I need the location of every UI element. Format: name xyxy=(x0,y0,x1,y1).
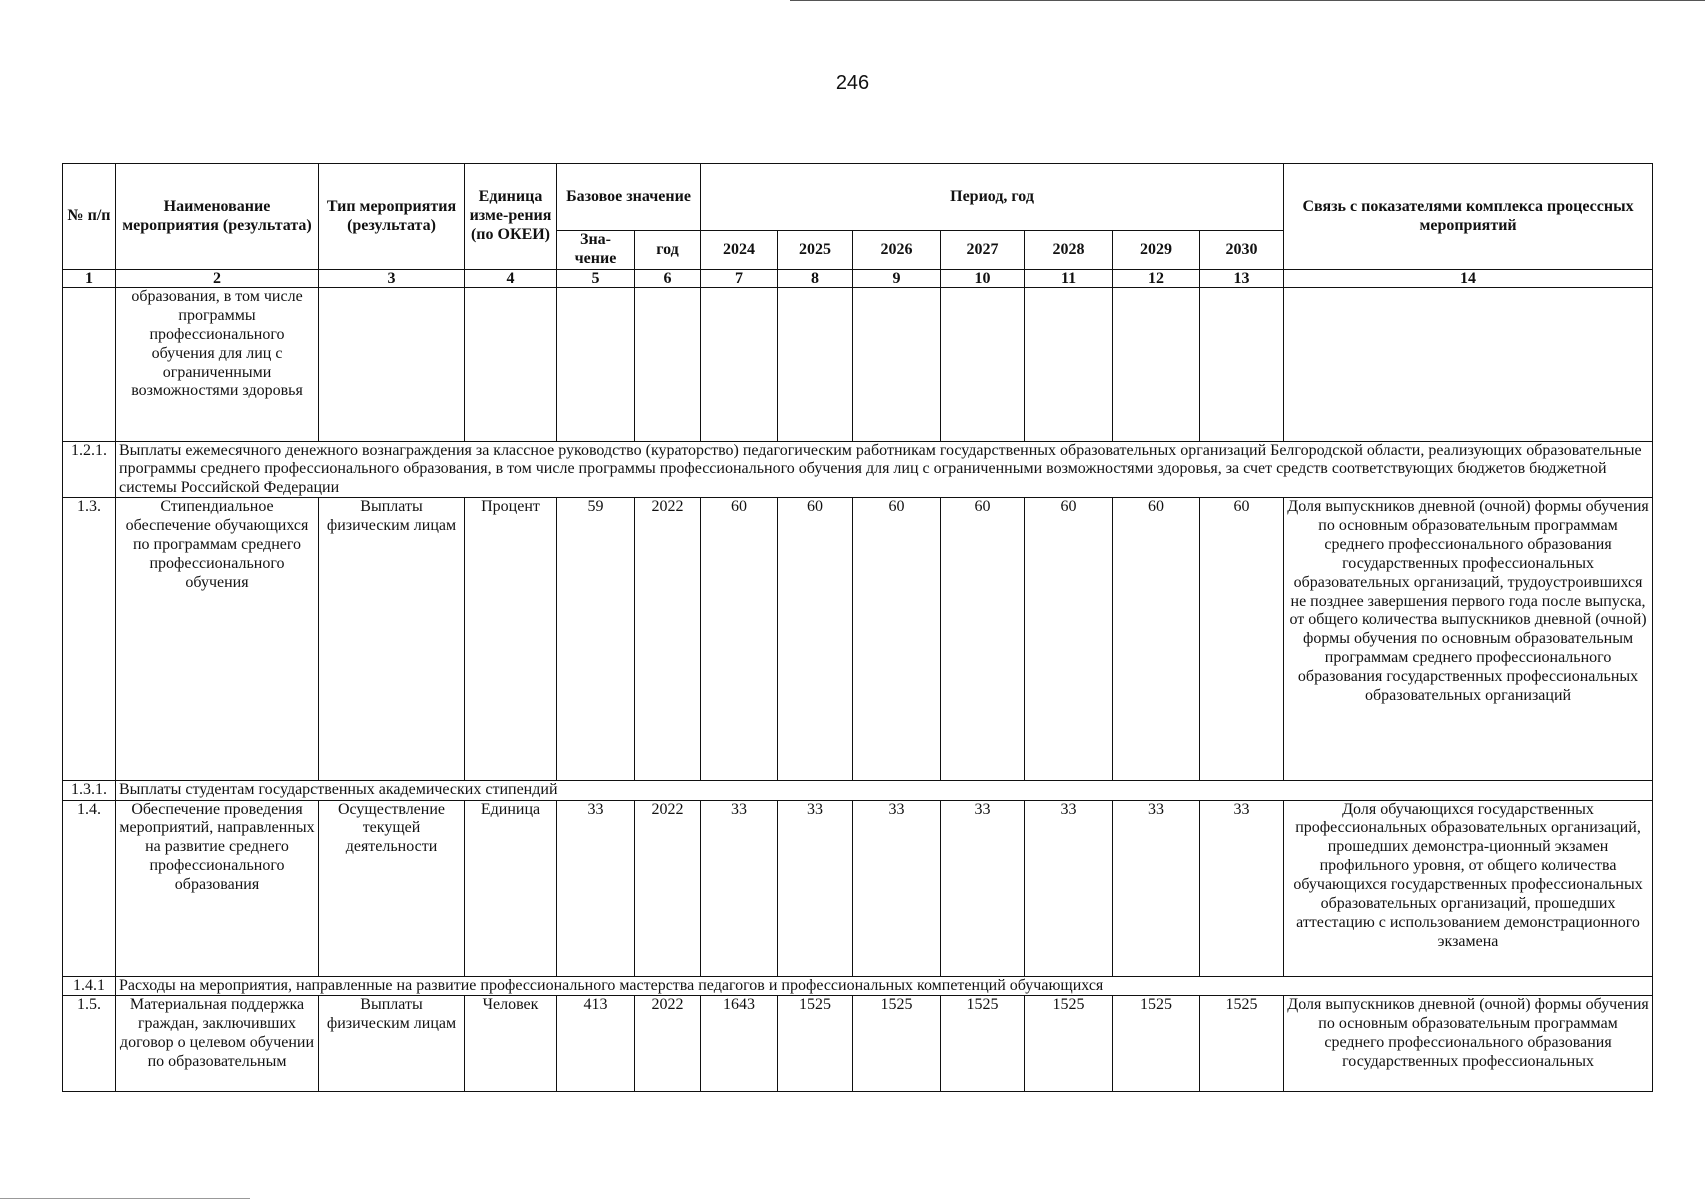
table-row xyxy=(63,442,1653,498)
column-number: 9 xyxy=(853,270,941,288)
base-year: 2022 xyxy=(635,800,701,976)
value-2026: 1525 xyxy=(853,995,941,1091)
column-number: 2 xyxy=(116,270,319,288)
header-unit: Единица изме-рения (по ОКЕИ) xyxy=(465,164,557,270)
row-number: 1.4.1 xyxy=(63,976,116,995)
indicator-link: Доля выпускников дневной (очной) формы обучения по основным образовательным программам среднего профессионального образования государственных профессиональных образовательных организаций, трудоустроившихся не позднее завершения первого года после выпуска, от общего количества выпускников дневной (очной) формы обучения по основным образовательным программам среднего профессионального образования государственных профессиональных образовательных организаций xyxy=(1284,498,1653,781)
activity-name: Стипендиальное обеспечение обучающихся по программам среднего профессионального обучения xyxy=(116,498,319,781)
base-value: 59 xyxy=(557,498,635,781)
column-number: 13 xyxy=(1200,270,1284,288)
unit: Единица xyxy=(465,800,557,976)
column-number: 5 xyxy=(557,270,635,288)
header-link: Связь с показателями комплекса процессных мероприятий xyxy=(1284,164,1653,270)
indicator-link: Доля выпускников дневной (очной) формы обучения по основным образовательным программам среднего профессионального образования государственных профессиональных xyxy=(1284,995,1653,1091)
header-year: 2024 xyxy=(701,231,778,270)
base-year: 2022 xyxy=(635,995,701,1091)
header-row-1 xyxy=(63,164,1653,231)
value-2028: 1525 xyxy=(1025,995,1113,1091)
row-number: 1.3.1. xyxy=(63,781,116,800)
value-2027: 60 xyxy=(941,498,1025,781)
value-2028: 33 xyxy=(1025,800,1113,976)
value-2025: 33 xyxy=(778,800,853,976)
value-2025: 1525 xyxy=(778,995,853,1091)
activities-table xyxy=(62,163,1653,1092)
header-base: Базовое значение xyxy=(557,164,701,231)
header-type: Тип мероприятия (результата) xyxy=(319,164,465,270)
column-number: 10 xyxy=(941,270,1025,288)
row-number: 1.4. xyxy=(63,800,116,976)
header-year: 2029 xyxy=(1113,231,1200,270)
value-2026: 60 xyxy=(853,498,941,781)
column-number: 7 xyxy=(701,270,778,288)
sub-activity-text: Выплаты студентам государственных академических стипендий xyxy=(116,781,1653,800)
value-2029: 33 xyxy=(1113,800,1200,976)
value-2027: 33 xyxy=(941,800,1025,976)
table-row xyxy=(63,288,1653,442)
column-number: 12 xyxy=(1113,270,1200,288)
base-year: 2022 xyxy=(635,498,701,781)
column-number: 1 xyxy=(63,270,116,288)
base-value: 413 xyxy=(557,995,635,1091)
activity-name: образования, в том числе программы профессионального обучения для лиц с ограниченными возможностями здоровья xyxy=(116,288,319,442)
header-name: Наименование мероприятия (результата) xyxy=(116,164,319,270)
header-year: 2028 xyxy=(1025,231,1113,270)
value-2030: 60 xyxy=(1200,498,1284,781)
table-row xyxy=(63,781,1653,800)
value-2028: 60 xyxy=(1025,498,1113,781)
column-number: 6 xyxy=(635,270,701,288)
page-number: 246 xyxy=(835,72,870,94)
activity-name: Материальная поддержка граждан, заключивших договор о целевом обучении по образовательным xyxy=(116,995,319,1091)
header-year: 2026 xyxy=(853,231,941,270)
column-number: 11 xyxy=(1025,270,1113,288)
value-2024: 60 xyxy=(701,498,778,781)
header-no: № п/п xyxy=(63,164,116,270)
value-2030: 33 xyxy=(1200,800,1284,976)
header-year: 2027 xyxy=(941,231,1025,270)
table-row xyxy=(63,800,1653,976)
activity-type: Выплаты физическим лицам xyxy=(319,995,465,1091)
header-period: Период, год xyxy=(701,164,1284,231)
table-row xyxy=(63,498,1653,781)
column-number: 14 xyxy=(1284,270,1653,288)
header-year: 2030 xyxy=(1200,231,1284,270)
value-2024: 1643 xyxy=(701,995,778,1091)
header-base-value: Зна-чение xyxy=(557,231,635,270)
indicator-link: Доля обучающихся государственных профессиональных образовательных организаций, прошедших демонстра-ционный экзамен профильного уровня, от общего количества обучающихся государственных профессиональных образовательных организаций, прошедших аттестацию с использованием демонстрационного экзамена xyxy=(1284,800,1653,976)
sub-activity-text: Расходы на мероприятия, направленные на развитие профессионального мастерства педагогов и профессиональных компетенций обучающихся xyxy=(116,976,1653,995)
column-number: 8 xyxy=(778,270,853,288)
unit: Процент xyxy=(465,498,557,781)
header-base-year: год xyxy=(635,231,701,270)
row-number: 1.2.1. xyxy=(63,442,116,498)
row-number: 1.5. xyxy=(63,995,116,1091)
sub-activity-text: Выплаты ежемесячного денежного вознаграждения за классное руководство (кураторство) педагогическим работникам государственных образовательных организаций Белгородской области, реализующих образовательные программы среднего профессионального образования, в том числе программы профессионального обучения для лиц с ограниченными возможностями здоровья, за счет средств соответствующих бюджетов бюджетной системы Российской Федерации xyxy=(116,442,1653,498)
value-2027: 1525 xyxy=(941,995,1025,1091)
value-2029: 60 xyxy=(1113,498,1200,781)
value-2025: 60 xyxy=(778,498,853,781)
value-2024: 33 xyxy=(701,800,778,976)
base-value: 33 xyxy=(557,800,635,976)
value-2029: 1525 xyxy=(1113,995,1200,1091)
table-row xyxy=(63,976,1653,995)
header-year: 2025 xyxy=(778,231,853,270)
activity-name: Обеспечение проведения мероприятий, направленных на развитие среднего профессионального образования xyxy=(116,800,319,976)
scan-edge-bottom xyxy=(0,1198,250,1199)
unit: Человек xyxy=(465,995,557,1091)
row-number: 1.3. xyxy=(63,498,116,781)
activity-type: Осуществление текущей деятельности xyxy=(319,800,465,976)
table-row xyxy=(63,995,1653,1091)
column-number: 4 xyxy=(465,270,557,288)
value-2026: 33 xyxy=(853,800,941,976)
column-number: 3 xyxy=(319,270,465,288)
column-number-row xyxy=(63,270,1653,288)
value-2030: 1525 xyxy=(1200,995,1284,1091)
scan-edge-top xyxy=(790,0,1705,1)
activity-type: Выплаты физическим лицам xyxy=(319,498,465,781)
